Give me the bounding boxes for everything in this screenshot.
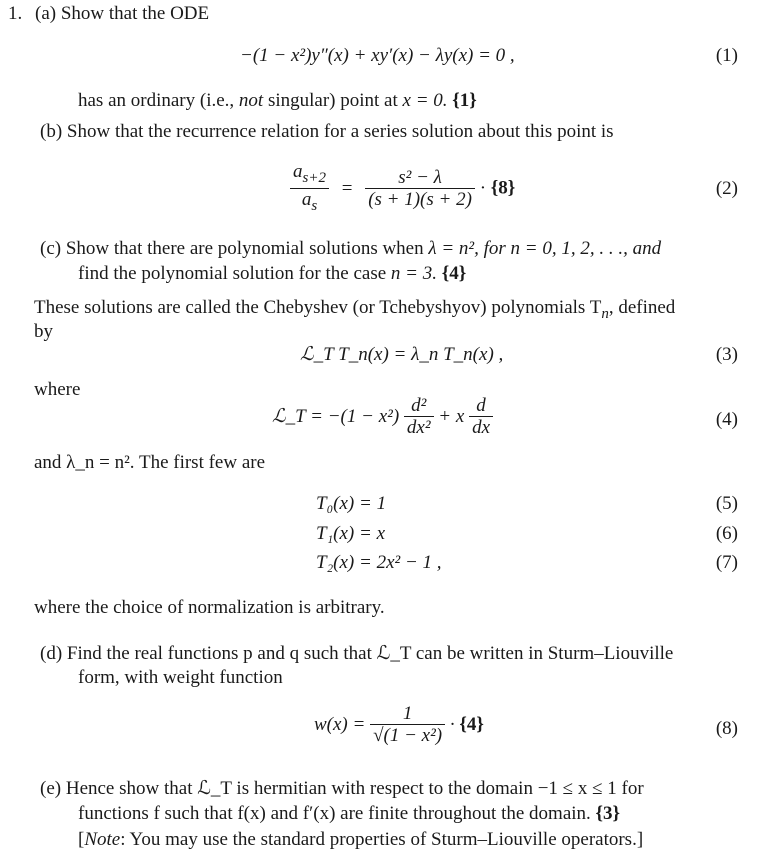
chebyshev-intro-line-2: by [34,321,53,342]
part-a-text-after: singular) point at [263,90,403,111]
equation-6-number: (6) [715,523,738,544]
eq4-plus: + x [438,405,465,427]
part-c-line1-math: λ = n², for n = 0, 1, 2, . . ., and [428,238,662,259]
question-number-line [8,2,209,26]
part-a-point: x = 0. [402,90,448,111]
lhs-denominator-sub: s [311,197,318,214]
lhs-numerator-sub: s+2 [302,169,326,186]
t2-equation: T₂(x) = 2x² − 1 , [316,552,442,573]
normalization-note: where the choice of normalization is arbitrary. [34,597,385,618]
recurrence-lhs-fraction [290,162,329,217]
equation-5-number: (5) [715,493,738,514]
part-c-line2-math: n = 3. [390,263,437,284]
part-a-text-before: has an ordinary (i.e., [78,90,239,111]
chebyshev-intro-text: These solutions are called the Chebyshev (or Tchebyshyov) polynomials T [34,297,602,318]
lhs-numerator: a [293,161,303,182]
part-d-marks: {4} [459,713,484,735]
eq4-d-numerator: d [476,395,486,416]
part-a-emphasis: not [238,90,264,111]
lhs-denominator: a [301,188,312,210]
equation-1-number: (1) [715,45,738,66]
recurrence-rhs-fraction [365,168,475,211]
part-c-line2-text: find the polynomial solution for the case [78,263,391,284]
t0-equation: T₀(x) = 1 [316,493,387,514]
part-b-intro: Show that the recurrence relation for a series solution about this point is [66,121,614,142]
part-e-line2: functions f such that f(x) and f′(x) are finite throughout the domain. [78,803,591,824]
note-label: Note [84,829,121,850]
equation-3: ℒ_T T_n(x) = λ_n T_n(x) , [300,344,504,365]
weight-lhs: w(x) = [314,713,366,735]
part-a-ordinary-point [78,89,477,113]
part-d-label: (d) [40,643,63,664]
where-label: where [34,379,81,400]
equation-3-number: (3) [715,344,738,365]
eq4-left: ℒ_T = −(1 − x²) [272,405,400,427]
eq4-d2-numerator: d² [411,395,427,416]
weight-denominator: √(1 − x²) [373,725,443,746]
weight-fraction [370,704,445,747]
equation-1: −(1 − x²)y″(x) + xy′(x) − λy(x) = 0 , [240,45,515,66]
question-number: 1. [8,3,23,24]
equation-4 [272,396,493,439]
rhs-numerator: s² − λ [398,166,442,188]
part-c-label: (c) [40,238,62,259]
equation-2: $\frac{a_{s+2}}{a_s}$ = $\frac{\text{s² − λ}}{(s + 1)(s + 2)}$ · {8} [290,162,515,217]
part-c-marks: {4} [441,263,467,284]
chebyshev-intro-line-1 [34,296,675,326]
eq4-first-derivative [469,396,493,439]
part-e-line1: Hence show that ℒ_T is hermitian with respect to the domain −1 ≤ x ≤ 1 for [65,778,644,799]
chebyshev-intro-sub: n [601,305,609,322]
part-b-marks: {8} [490,177,516,199]
part-a-intro: Show that the ODE [60,3,210,24]
chebyshev-intro-end: , defined [608,297,676,318]
equation-4-number: (4) [715,409,738,430]
part-e-line-1 [40,777,644,801]
part-b-label: (b) [40,121,63,142]
eq4-d2-denominator: dx² [406,417,431,438]
eq4-d-denominator: dx [472,417,490,438]
part-a-marks: {1} [452,90,477,111]
eq4-second-derivative [404,396,434,439]
part-d-line-1 [40,642,673,666]
part-e-label: (e) [40,778,62,799]
equation-8: w(x) = $\frac{1}{\text{√(1 − x²)}}$ · {4} [314,703,484,746]
part-c-line-2 [78,262,466,286]
part-e-marks: {3} [595,803,621,824]
equation-2-number: (2) [715,178,738,199]
note-text: : You may use the standard properties of Sturm–Liouville operators.] [120,829,644,850]
eigenvalue-line: and λ_n = n². The first few are [34,452,266,473]
part-d-line1-text: Find the real functions p and q such that ℒ_T can be written in Sturm–Liouville [66,643,674,664]
rhs-denominator: (s + 1)(s + 2) [368,188,472,210]
equation-7-number: (7) [715,552,738,573]
part-e-line-2 [78,802,620,826]
equals-sign: = [341,177,353,199]
part-a-label: (a) [35,3,57,24]
part-c-line1-text: Show that there are polynomial solutions when [65,238,429,259]
part-c-line-1 [40,237,661,261]
equation-8-number: (8) [715,718,738,739]
part-e-note: [Note: You may use the standard properties of Sturm–Liouville operators.] [78,829,644,850]
weight-numerator: 1 [402,703,413,724]
part-d-line-2: form, with weight function [78,667,283,688]
part-b-intro-line [40,120,614,144]
t1-equation: T₁(x) = x [316,523,386,544]
